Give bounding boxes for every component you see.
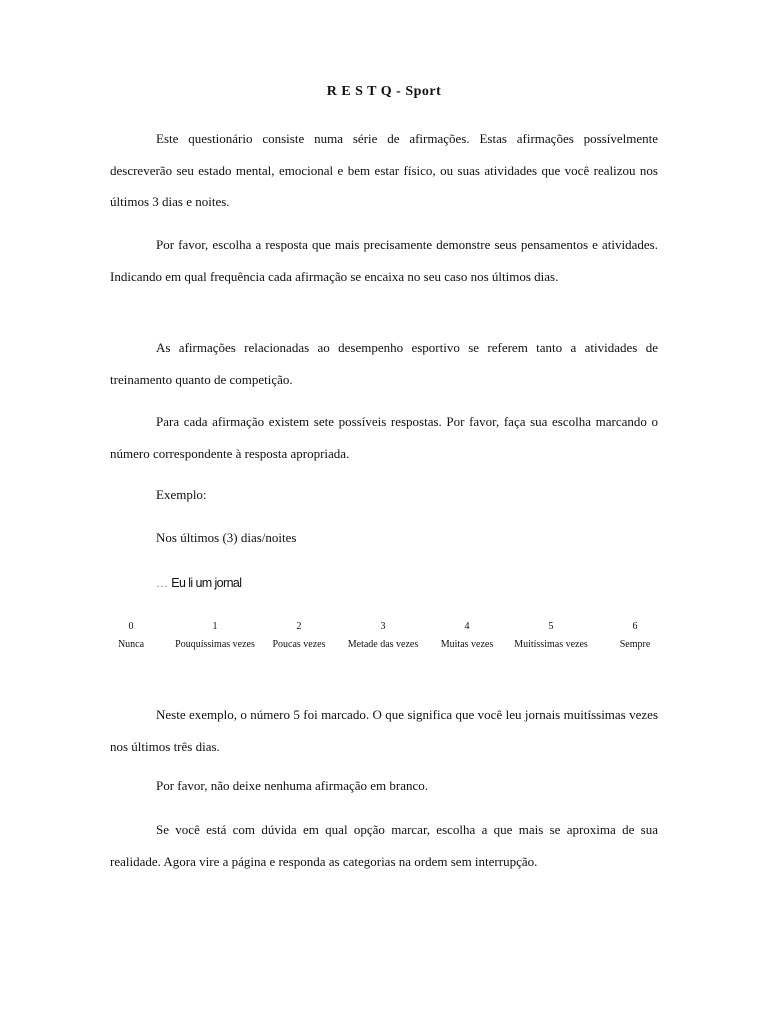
scale-label: Muitíssimas vezes (514, 639, 588, 650)
scale-label: Nunca (117, 639, 145, 650)
intro-paragraph: Este questionário consiste numa série de afirmações. Estas afirmações possívelmente descreverão seu estado mental, emocional e bem estar físico, ou suas atividades que você realizou nos últimos 3 dias e noites. (110, 131, 658, 209)
document-title: R E S T Q - Sport (326, 84, 442, 99)
scale-option-2 (257, 621, 341, 651)
frequency-scale (89, 621, 677, 671)
scale-label: Poucas vezes (272, 639, 326, 650)
instructions-paragraph: Por favor, escolha a resposta que mais precisamente demonstre seus pensamentos e atividades. Indicando em qual frequência cada afirmação se encaixa no seu caso nos últimos dias. (110, 237, 658, 284)
scale-option-3 (341, 621, 425, 651)
ellipsis-mark: … (156, 576, 168, 590)
scale-option-6 (593, 621, 677, 651)
example-statement-line (156, 574, 241, 592)
answer-options-paragraph: Para cada afirmação existem sete possíveis respostas. Por favor, faça sua escolha marcando o número correspondente à resposta apropriada. (110, 414, 658, 461)
scale-option-1 (173, 621, 257, 651)
scale-label: Pouquíssimas vezes (175, 639, 255, 650)
scale-option-4 (425, 621, 509, 651)
scale-option-5 (509, 621, 593, 651)
no-blank-paragraph: Por favor, não deixe nenhuma afirmação em branco. (156, 778, 429, 793)
example-timeframe: Nos últimos (3) dias/noites (156, 530, 297, 545)
example-heading: Exemplo: (156, 487, 207, 502)
scale-option-0 (89, 621, 173, 651)
scale-number: 1 (212, 621, 218, 632)
scale-number: 6 (632, 621, 638, 632)
closing-paragraph: Se você está com dúvida em qual opção marcar, escolha a que mais se aproxima de sua realidade. Agora vire a página e responda as categorias na ordem sem interrupção. (110, 822, 658, 869)
scale-number: 0 (128, 621, 134, 632)
sport-performance-paragraph: As afirmações relacionadas ao desempenho esportivo se referem tanto a atividades de treinamento quanto de competição. (110, 340, 658, 387)
scale-number: 5 (548, 621, 554, 632)
scale-number: 3 (380, 621, 386, 632)
scale-number: 2 (296, 621, 302, 632)
example-explanation-paragraph: Neste exemplo, o número 5 foi marcado. O que significa que você leu jornais muitíssimas vezes nos últimos três dias. (110, 707, 658, 754)
example-statement: Eu li um jornal (171, 576, 242, 590)
scale-label: Sempre (619, 639, 651, 650)
scale-label: Muitas vezes (440, 639, 494, 650)
scale-label: Metade das vezes (347, 639, 419, 650)
scale-number: 4 (464, 621, 470, 632)
